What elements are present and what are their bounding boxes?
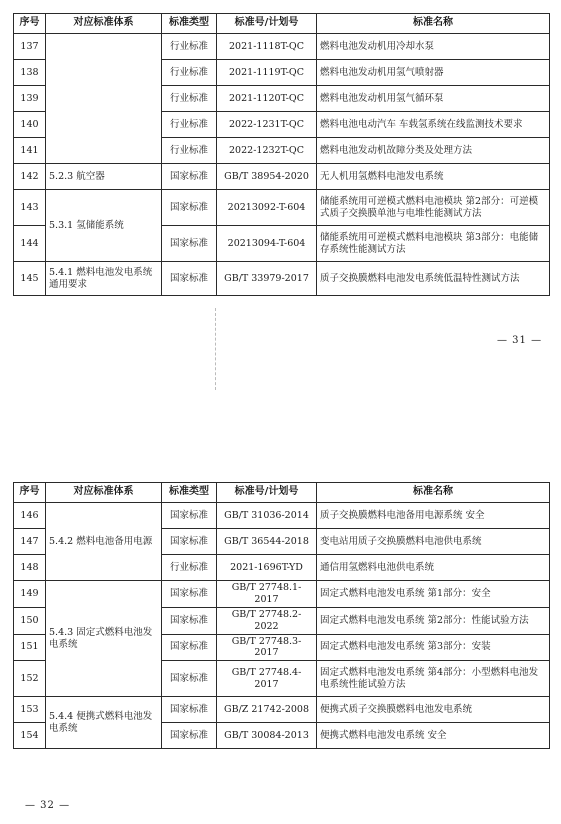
table-row bbox=[14, 262, 550, 296]
row-name: 燃料电池发动机用冷却水泵 bbox=[317, 34, 550, 60]
row-no: 149 bbox=[14, 581, 46, 608]
row-code: GB/T 38954-2020 bbox=[217, 164, 317, 190]
row-code: GB/T 27748.3-2017 bbox=[217, 634, 317, 661]
row-name: 储能系统用可逆模式燃料电池模块 第2部分：可逆模式质子交换膜单池与电堆性能测试方法 bbox=[317, 190, 550, 226]
row-type: 国家标准 bbox=[162, 190, 217, 226]
row-no: 147 bbox=[14, 529, 46, 555]
table-row bbox=[14, 190, 550, 226]
table-header-row bbox=[14, 14, 550, 34]
header-code: 标准号/计划号 bbox=[217, 483, 317, 503]
row-no: 138 bbox=[14, 60, 46, 86]
row-no: 145 bbox=[14, 262, 46, 296]
row-name: 质子交换膜燃料电池发电系统低温特性测试方法 bbox=[317, 262, 550, 296]
row-name: 储能系统用可逆模式燃料电池模块 第3部分：电能储存系统性能测试方法 bbox=[317, 226, 550, 262]
row-type: 国家标准 bbox=[162, 226, 217, 262]
row-code: GB/T 31036-2014 bbox=[217, 503, 317, 529]
row-code: 2022-1231T-QC bbox=[217, 112, 317, 138]
row-system: 5.2.3 航空器 bbox=[46, 164, 162, 190]
row-type: 国家标准 bbox=[162, 697, 217, 723]
row-name: 变电站用质子交换膜燃料电池供电系统 bbox=[317, 529, 550, 555]
row-name: 燃料电池发动机用氢气喷射器 bbox=[317, 60, 550, 86]
header-system: 对应标准体系 bbox=[46, 483, 162, 503]
row-name: 固定式燃料电池发电系统 第2部分：性能试验方法 bbox=[317, 607, 550, 634]
row-system: 5.4.4 便携式燃料电池发电系统 bbox=[46, 697, 162, 749]
page-fold-line bbox=[215, 308, 216, 390]
row-system-empty bbox=[46, 34, 162, 164]
row-no: 140 bbox=[14, 112, 46, 138]
header-type: 标准类型 bbox=[162, 14, 217, 34]
row-no: 144 bbox=[14, 226, 46, 262]
row-type: 国家标准 bbox=[162, 723, 217, 749]
row-no: 153 bbox=[14, 697, 46, 723]
row-code: GB/T 30084-2013 bbox=[217, 723, 317, 749]
row-type: 国家标准 bbox=[162, 164, 217, 190]
row-name: 燃料电池发动机用氢气循环泵 bbox=[317, 86, 550, 112]
table-row bbox=[14, 34, 550, 60]
header-no: 序号 bbox=[14, 483, 46, 503]
row-system: 5.4.2 燃料电池备用电源 bbox=[46, 503, 162, 581]
row-no: 152 bbox=[14, 661, 46, 697]
table-header-row bbox=[14, 483, 550, 503]
row-name: 燃料电池发动机故障分类及处理方法 bbox=[317, 138, 550, 164]
row-code: 2021-1120T-QC bbox=[217, 86, 317, 112]
row-code: GB/T 27748.4-2017 bbox=[217, 661, 317, 697]
row-code: 2022-1232T-QC bbox=[217, 138, 317, 164]
row-no: 139 bbox=[14, 86, 46, 112]
row-code: GB/Z 21742-2008 bbox=[217, 697, 317, 723]
row-type: 国家标准 bbox=[162, 529, 217, 555]
table-row bbox=[14, 503, 550, 529]
row-name: 固定式燃料电池发电系统 第3部分：安装 bbox=[317, 634, 550, 661]
page-number-31: — 31 — bbox=[497, 335, 543, 346]
row-no: 143 bbox=[14, 190, 46, 226]
row-name: 固定式燃料电池发电系统 第1部分：安全 bbox=[317, 581, 550, 608]
row-code: 2021-1119T-QC bbox=[217, 60, 317, 86]
row-name: 便携式质子交换膜燃料电池发电系统 bbox=[317, 697, 550, 723]
standards-table-page-31 bbox=[13, 13, 550, 296]
row-no: 151 bbox=[14, 634, 46, 661]
row-system: 5.4.3 固定式燃料电池发电系统 bbox=[46, 581, 162, 697]
row-code: GB/T 33979-2017 bbox=[217, 262, 317, 296]
row-system: 5.3.1 氢储能系统 bbox=[46, 190, 162, 262]
header-name: 标准名称 bbox=[317, 14, 550, 34]
row-code: GB/T 27748.1-2017 bbox=[217, 581, 317, 608]
page-number-32: — 32 — bbox=[25, 800, 71, 811]
row-type: 国家标准 bbox=[162, 607, 217, 634]
row-type: 行业标准 bbox=[162, 555, 217, 581]
row-no: 146 bbox=[14, 503, 46, 529]
header-system: 对应标准体系 bbox=[46, 14, 162, 34]
row-name: 无人机用氢燃料电池发电系统 bbox=[317, 164, 550, 190]
row-name: 固定式燃料电池发电系统 第4部分：小型燃料电池发电系统性能试验方法 bbox=[317, 661, 550, 697]
row-code: GB/T 27748.2-2022 bbox=[217, 607, 317, 634]
row-type: 国家标准 bbox=[162, 581, 217, 608]
row-type: 行业标准 bbox=[162, 112, 217, 138]
standards-table-page-32 bbox=[13, 482, 550, 749]
row-system: 5.4.1 燃料电池发电系统通用要求 bbox=[46, 262, 162, 296]
row-name: 便携式燃料电池发电系统 安全 bbox=[317, 723, 550, 749]
row-name: 质子交换膜燃料电池备用电源系统 安全 bbox=[317, 503, 550, 529]
row-type: 国家标准 bbox=[162, 661, 217, 697]
header-code: 标准号/计划号 bbox=[217, 14, 317, 34]
row-code: 2021-1696T-YD bbox=[217, 555, 317, 581]
row-type: 行业标准 bbox=[162, 86, 217, 112]
row-type: 行业标准 bbox=[162, 138, 217, 164]
row-code: 20213094-T-604 bbox=[217, 226, 317, 262]
row-code: GB/T 36544-2018 bbox=[217, 529, 317, 555]
row-no: 137 bbox=[14, 34, 46, 60]
header-type: 标准类型 bbox=[162, 483, 217, 503]
row-code: 20213092-T-604 bbox=[217, 190, 317, 226]
table-row bbox=[14, 697, 550, 723]
table-row bbox=[14, 164, 550, 190]
header-no: 序号 bbox=[14, 14, 46, 34]
row-no: 142 bbox=[14, 164, 46, 190]
row-name: 燃料电池电动汽车 车载氢系统在线监测技术要求 bbox=[317, 112, 550, 138]
row-code: 2021-1118T-QC bbox=[217, 34, 317, 60]
row-no: 148 bbox=[14, 555, 46, 581]
row-no: 154 bbox=[14, 723, 46, 749]
row-type: 国家标准 bbox=[162, 503, 217, 529]
row-no: 141 bbox=[14, 138, 46, 164]
row-type: 行业标准 bbox=[162, 34, 217, 60]
row-type: 行业标准 bbox=[162, 60, 217, 86]
row-no: 150 bbox=[14, 607, 46, 634]
table-row bbox=[14, 581, 550, 608]
row-name: 通信用氢燃料电池供电系统 bbox=[317, 555, 550, 581]
row-type: 国家标准 bbox=[162, 262, 217, 296]
header-name: 标准名称 bbox=[317, 483, 550, 503]
row-type: 国家标准 bbox=[162, 634, 217, 661]
